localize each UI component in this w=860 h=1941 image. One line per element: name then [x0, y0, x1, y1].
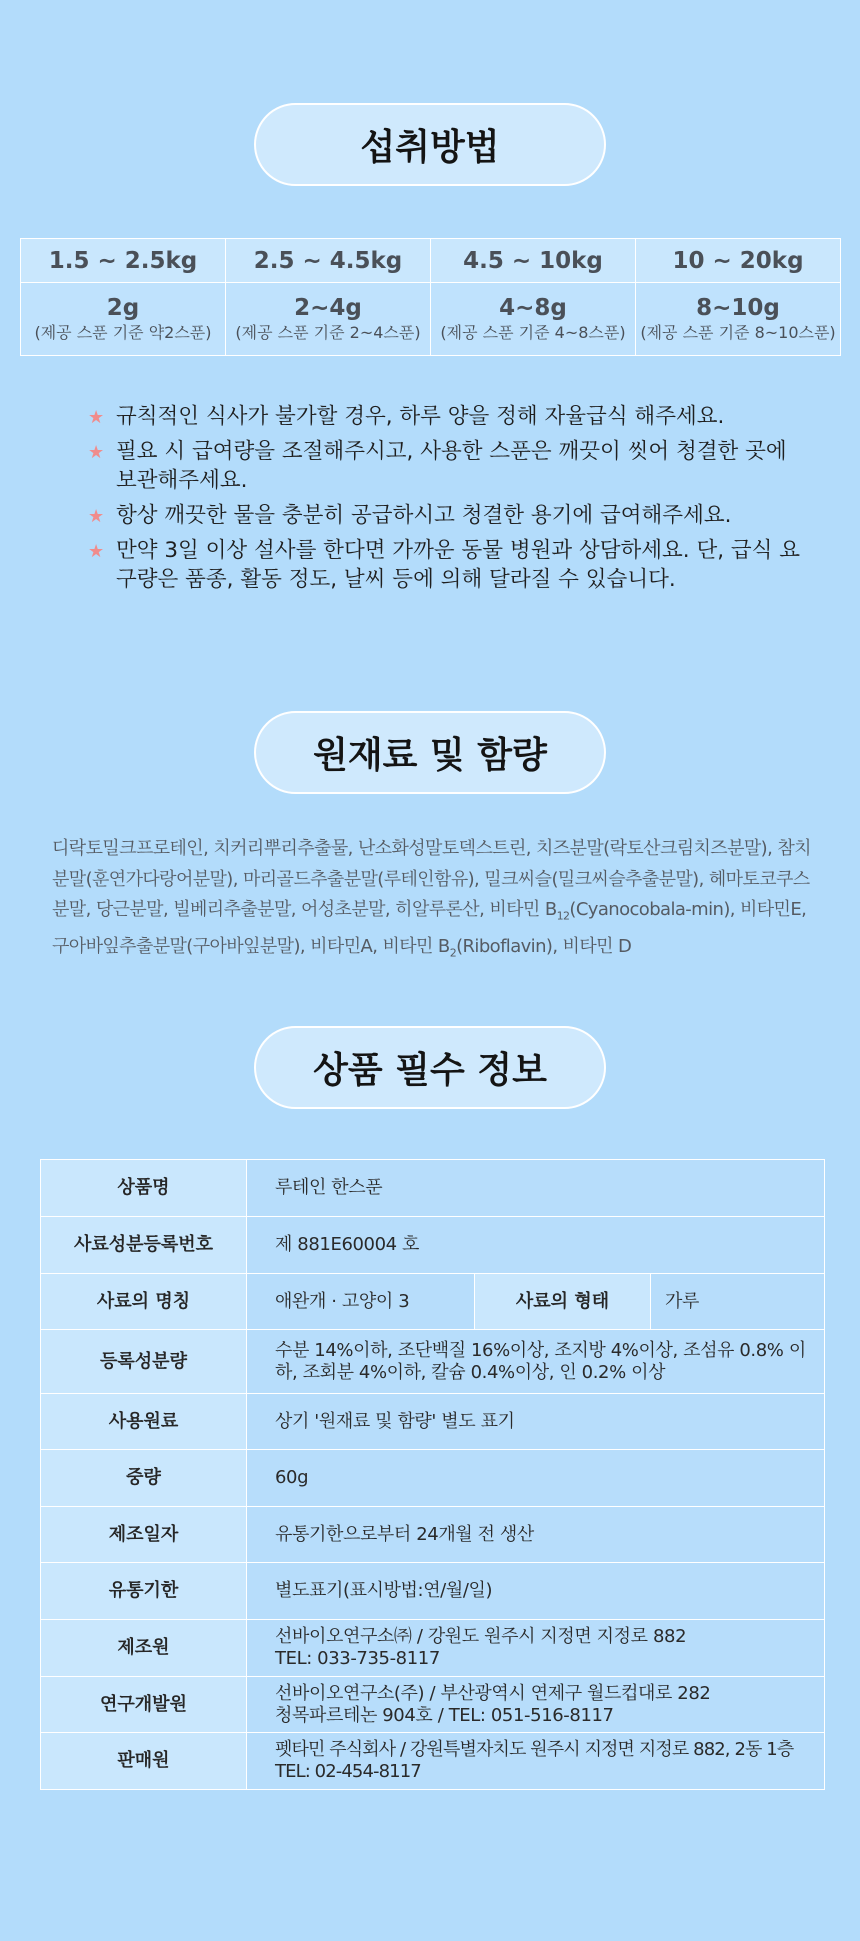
dosage-amount: 4~8g [499, 295, 567, 321]
info-label: 등록성분량 [41, 1330, 247, 1394]
info-label: 사용원료 [41, 1394, 247, 1450]
info-label: 중량 [41, 1450, 247, 1507]
info-row [41, 1217, 825, 1274]
usage-section-title: 섭취방법 [254, 103, 606, 186]
info-row [41, 1507, 825, 1563]
info-row [41, 1563, 825, 1620]
info-row [41, 1394, 825, 1450]
ingredients-text [52, 834, 822, 969]
info-value: 제 881E60004 호 [247, 1217, 825, 1274]
info-value: 60g [247, 1450, 825, 1507]
info-label: 연구개발원 [41, 1677, 247, 1733]
info-value: 애완개 · 고양이 3 [247, 1274, 475, 1330]
product-info-section-title: 상품 필수 정보 [254, 1026, 606, 1109]
dosage-spoon-note: (제공 스푼 기준 약2스푼) [34, 323, 212, 342]
info-row [41, 1330, 825, 1394]
info-row [41, 1620, 825, 1677]
dosage-amount-row [21, 283, 841, 356]
info-row [41, 1733, 825, 1790]
usage-note-text: 만약 3일 이상 설사를 한다면 가까운 동물 병원과 상담하세요. 단, 급식 요구량은 품종, 활동 정도, 날씨 등에 의해 달라질 수 있습니다. [116, 538, 801, 592]
dosage-amount: 8~10g [696, 295, 780, 321]
dosage-spoon-note: (제공 스푼 기준 8~10스푼) [640, 323, 836, 342]
info-value: 별도표기(표시방법:연/월/일) [247, 1563, 825, 1620]
info-value [247, 1620, 825, 1677]
info-value: 상기 '원재료 및 함량' 별도 표기 [247, 1394, 825, 1450]
dosage-amount-cell [636, 283, 841, 356]
info-value-line: 선바이오연구소(주) / 부산광역시 연제구 월드컵대로 282 [275, 1682, 711, 1704]
info-value [247, 1733, 825, 1790]
info-label: 제조일자 [41, 1507, 247, 1563]
star-icon: ★ [88, 442, 105, 463]
star-icon: ★ [88, 506, 105, 527]
ingredients-part: (Cyanocobala-min), 비타민E, 구아바잎추출분말(구아바잎분말), 비타민A, 비타민 B [52, 899, 807, 958]
dosage-amount-cell [226, 283, 431, 356]
info-value: 유통기한으로부터 24개월 전 생산 [247, 1507, 825, 1563]
usage-notes-list [88, 402, 808, 600]
product-info-table [40, 1159, 825, 1790]
star-icon: ★ [88, 541, 105, 562]
dosage-weight-cell: 1.5 ~ 2.5kg [21, 239, 226, 283]
info-row [41, 1274, 825, 1330]
info-value-line: TEL: 033-735-8117 [275, 1648, 440, 1669]
star-icon: ★ [88, 407, 105, 428]
info-row [41, 1677, 825, 1733]
info-label: 제조원 [41, 1620, 247, 1677]
ingredients-subscript: 2 [449, 946, 457, 960]
info-label: 사료의 형태 [475, 1274, 651, 1330]
usage-note [88, 402, 808, 431]
info-label: 유통기한 [41, 1563, 247, 1620]
info-value: 루테인 한스푼 [247, 1160, 825, 1217]
info-row [41, 1450, 825, 1507]
info-value-line: TEL: 02-454-8117 [275, 1761, 421, 1782]
ingredients-section-title: 원재료 및 함량 [254, 711, 606, 794]
info-row [41, 1160, 825, 1217]
usage-note [88, 437, 808, 495]
dosage-amount-cell [21, 283, 226, 356]
dosage-amount: 2g [106, 295, 140, 321]
info-value: 수분 14%이하, 조단백질 16%이상, 조지방 4%이상, 조섬유 0.8% 이하, 조회분 4%이하, 칼슘 0.4%이상, 인 0.2% 이상 [247, 1330, 825, 1394]
usage-note-text: 규칙적인 식사가 불가할 경우, 하루 양을 정해 자율급식 해주세요. [116, 404, 725, 429]
dosage-table [20, 238, 841, 356]
info-value-line: 펫타민 주식회사 / 강원특별자치도 원주시 지정면 지정로 882, 2동 1층 [275, 1739, 794, 1760]
ingredients-part: 디락토밀크프로테인, 치커리뿌리추출물, 난소화성말토덱스트린, 치즈분말(락토산크림치즈분말), 참치분말(훈연가다랑어분말), 마리골드추출분말(루테인함유), 밀크씨슬(밀크씨슬추출분말), 헤마토코쿠스분말, 당근분말, 빌베리추출분말, 어성초분말, 히알루론산, 비타민 B [52, 838, 811, 920]
info-label: 판매원 [41, 1733, 247, 1790]
usage-note [88, 536, 808, 594]
info-value-line: 청목파르테논 904호 / TEL: 051-516-8117 [275, 1704, 614, 1726]
dosage-amount: 2~4g [294, 295, 362, 321]
dosage-weight-cell: 4.5 ~ 10kg [431, 239, 636, 283]
info-value: 가루 [651, 1274, 825, 1330]
dosage-spoon-note: (제공 스푼 기준 2~4스푼) [235, 323, 421, 342]
dosage-weight-row [21, 239, 841, 283]
usage-note-text: 필요 시 급여량을 조절해주시고, 사용한 스푼은 깨끗이 씻어 청결한 곳에 보관해주세요. [116, 439, 787, 493]
ingredients-subscript: 12 [556, 909, 570, 923]
dosage-amount-cell [431, 283, 636, 356]
dosage-weight-cell: 2.5 ~ 4.5kg [226, 239, 431, 283]
info-label: 사료성분등록번호 [41, 1217, 247, 1274]
usage-note [88, 501, 808, 530]
dosage-weight-cell: 10 ~ 20kg [636, 239, 841, 283]
info-label: 사료의 명칭 [41, 1274, 247, 1330]
usage-note-text: 항상 깨끗한 물을 충분히 공급하시고 청결한 용기에 급여해주세요. [116, 503, 732, 528]
ingredients-part: (Riboflavin), 비타민 D [456, 936, 632, 958]
info-value-line: 선바이오연구소㈜ / 강원도 원주시 지정면 지정로 882 [275, 1626, 687, 1647]
dosage-spoon-note: (제공 스푼 기준 4~8스푼) [440, 323, 626, 342]
info-label: 상품명 [41, 1160, 247, 1217]
info-value [247, 1677, 825, 1733]
